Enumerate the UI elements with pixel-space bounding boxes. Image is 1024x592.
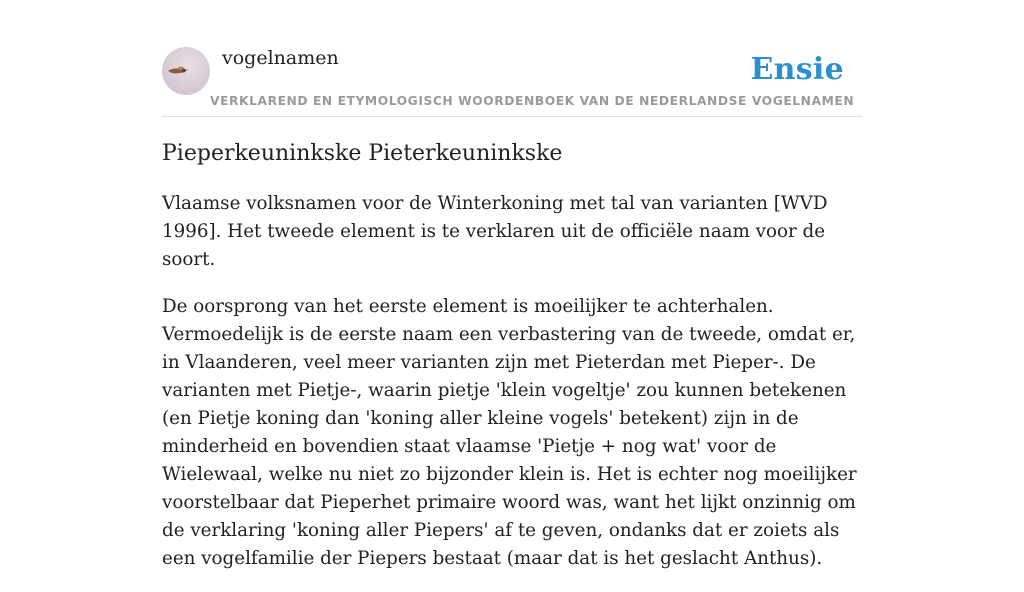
entry-paragraph: Vlaamse volksnamen voor de Winterkoning met tal van varianten [WVD 1996]. Het tweede element is te verklaren uit de officiële naam voor de soort. (162, 193, 828, 270)
username[interactable]: vogelnamen (222, 47, 339, 69)
avatar[interactable] (162, 47, 210, 95)
site-header (162, 0, 862, 117)
entry-paragraph: De oorsprong van het eerste element is moeilijker te achterhalen. Vermoedelijk is de eerste naam een verbastering van de tweede, omdat er, in Vlaanderen, veel meer varianten zijn met Pieterdan met Pieper-. De varianten met Pietje-, waarin pietje 'klein vogeltje' zou kunnen betekenen (en Pietje koning dan 'koning aller kleine vogels' betekent) zijn in de minderheid en bovendien staat vlaamse 'Pietje + nog wat' voor de Wielewaal, welke nu niet zo bijzonder klein is. Het is echter nog moeilijker voorstelbaar dat Pieperhet primaire woord was, want het lijkt onzinnig om de verklaring 'koning aller Piepers' af te geven, ondanks dat er zoiets als een vogelfamilie der Piepers bestaat (maar dat is het geslacht Anthus). (162, 296, 857, 569)
site-subtitle: VERKLAREND EN ETYMOLOGISCH WOORDENBOEK VAN DE NEDERLANDSE VOGELNAMEN (210, 94, 855, 108)
entry-title: Pieperkeuninkske Pieterkeuninkske (162, 141, 563, 166)
brand-logo[interactable]: Ensie (750, 52, 844, 87)
bird-photo-icon (162, 47, 210, 95)
entry-content (162, 138, 870, 592)
